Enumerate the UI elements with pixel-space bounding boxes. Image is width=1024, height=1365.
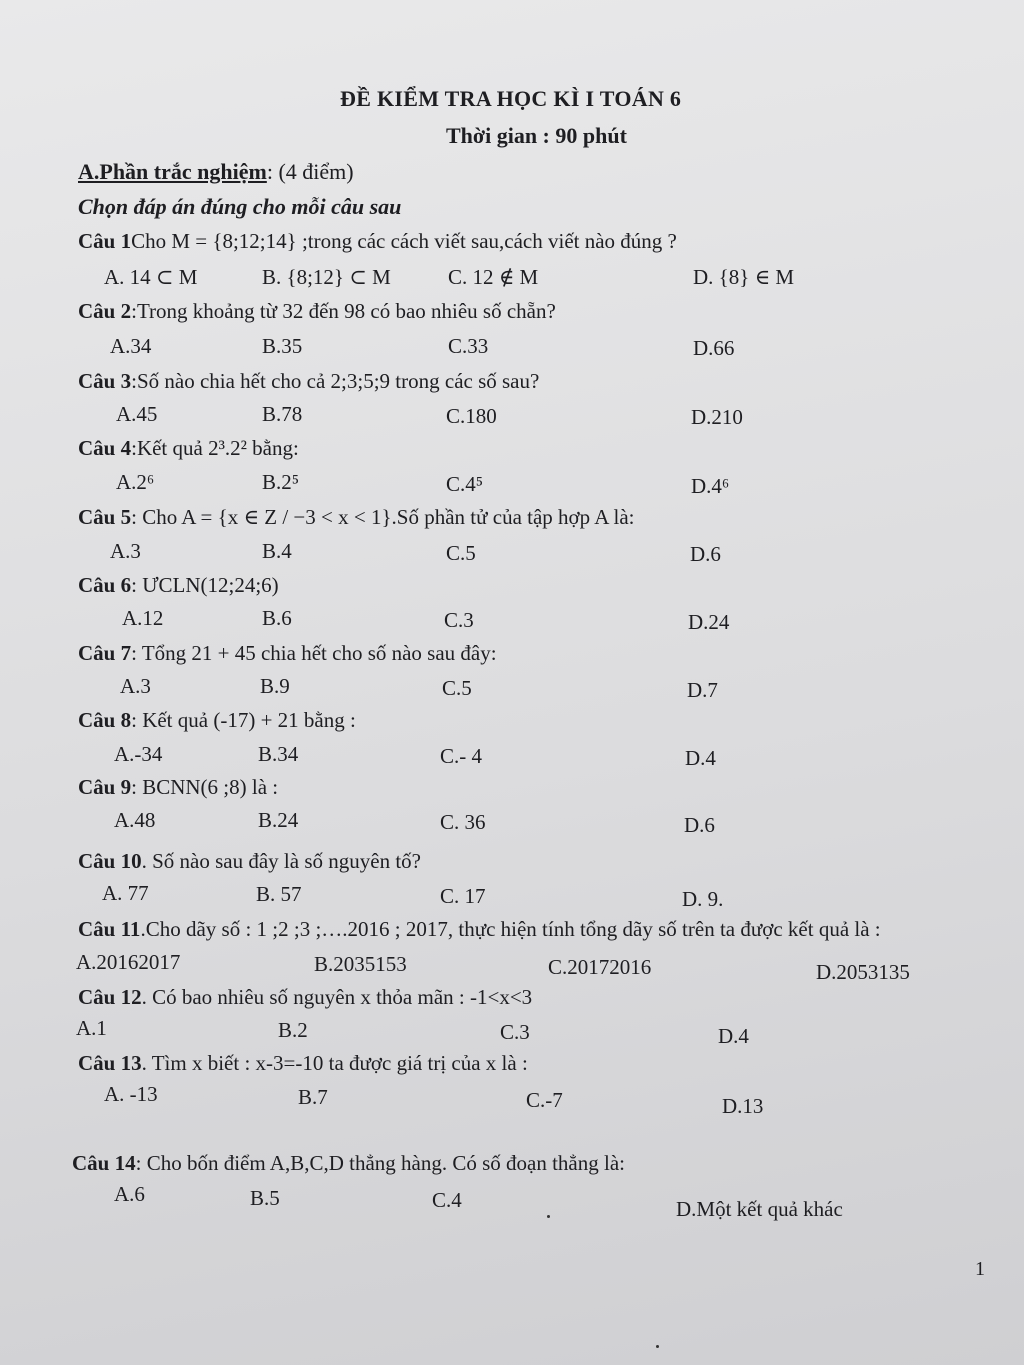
question-number: Câu 11 <box>78 917 141 941</box>
option-7c: C.5 <box>442 676 472 700</box>
option-10b: B. 57 <box>256 882 302 906</box>
exam-duration: Thời gian : 90 phút <box>446 123 627 148</box>
question-3 <box>78 369 539 394</box>
option-14a: A.6 <box>114 1182 145 1206</box>
question-number: Câu 10 <box>78 849 142 873</box>
option-5a: A.3 <box>110 539 141 563</box>
option-5d: D.6 <box>690 542 721 566</box>
option-8d: D.4 <box>685 746 716 770</box>
question-text: : Tổng 21 + 45 chia hết cho số nào sau đây: <box>131 641 497 665</box>
option-6a: A.12 <box>122 606 164 630</box>
section-points: : (4 điểm) <box>266 159 354 184</box>
question-7 <box>78 641 497 666</box>
option-8b: B.34 <box>258 742 299 766</box>
question-text: :Số nào chia hết cho cả 2;3;5;9 trong các số sau? <box>131 369 540 393</box>
question-number: Câu 2 <box>78 299 132 323</box>
question-4 <box>78 436 299 461</box>
section-heading <box>78 159 354 185</box>
question-10 <box>78 849 421 874</box>
option-13d: D.13 <box>722 1094 764 1118</box>
option-12c: C.3 <box>500 1020 530 1044</box>
question-number: Câu 4 <box>78 436 132 460</box>
option-3a: A.45 <box>116 402 158 426</box>
option-2c: C.33 <box>448 334 489 358</box>
option-10d: D. 9. <box>682 887 724 911</box>
option-14d: D.Một kết quả khác <box>676 1197 843 1221</box>
question-number: Câu 1 <box>78 229 132 253</box>
question-13 <box>78 1051 528 1076</box>
option-12b: B.2 <box>278 1018 308 1042</box>
question-8 <box>78 708 356 733</box>
question-text: :Kết quả 2³.2² bằng: <box>131 436 299 460</box>
section-title: A.Phần trắc nghiệm <box>78 159 267 184</box>
option-1b: B. {8;12} ⊂ M <box>262 265 391 289</box>
option-3b: B.78 <box>262 402 303 426</box>
option-1d: D. {8} ∈ M <box>693 265 795 289</box>
question-number: Câu 8 <box>78 708 132 732</box>
option-7b: B.9 <box>260 674 290 698</box>
option-2b: B.35 <box>262 334 303 358</box>
option-11d: D.2053135 <box>816 960 910 984</box>
question-number: Câu 5 <box>78 505 132 529</box>
option-4c: C.4⁵ <box>446 472 484 496</box>
question-14 <box>72 1151 625 1176</box>
option-1a: A. 14 ⊂ M <box>104 265 198 289</box>
question-11 <box>78 917 881 942</box>
question-6 <box>78 573 279 598</box>
speck-mark <box>547 1215 550 1218</box>
question-5 <box>78 505 635 530</box>
option-4d: D.4⁶ <box>691 474 730 498</box>
question-number: Câu 3 <box>78 369 132 393</box>
option-13a: A. -13 <box>104 1082 158 1106</box>
option-2d: D.66 <box>693 336 735 360</box>
option-7d: D.7 <box>687 678 718 702</box>
option-13b: B.7 <box>298 1085 328 1109</box>
option-14c: C.4 <box>432 1188 462 1212</box>
option-9c: C. 36 <box>440 810 486 834</box>
option-8a: A.-34 <box>114 742 163 766</box>
option-6d: D.24 <box>688 610 730 634</box>
instruction-text: Chọn đáp án đúng cho mỗi câu sau <box>78 194 402 219</box>
question-number: Câu 7 <box>78 641 132 665</box>
option-6c: C.3 <box>444 608 474 632</box>
speck-mark <box>656 1345 659 1348</box>
option-12a: A.1 <box>76 1016 107 1040</box>
question-number: Câu 9 <box>78 775 132 799</box>
question-number: Câu 12 <box>78 985 142 1009</box>
option-1c: C. 12 ∉ M <box>448 265 539 289</box>
option-3d: D.210 <box>691 405 743 429</box>
question-text: . Có bao nhiêu số nguyên x thỏa mãn : -1<x<3 <box>141 985 533 1009</box>
option-12d: D.4 <box>718 1024 749 1048</box>
question-1 <box>78 229 677 254</box>
option-6b: B.6 <box>262 606 292 630</box>
option-8c: C.- 4 <box>440 744 482 768</box>
question-9 <box>78 775 278 800</box>
option-10a: A. 77 <box>102 881 149 905</box>
option-13c: C.-7 <box>526 1088 563 1112</box>
question-number: Câu 13 <box>78 1051 142 1075</box>
question-text: : ƯCLN(12;24;6) <box>131 573 279 597</box>
option-14b: B.5 <box>250 1186 280 1210</box>
question-text: : Cho bốn điểm A,B,C,D thẳng hàng. Có số đoạn thẳng là: <box>135 1151 625 1175</box>
option-9b: B.24 <box>258 808 299 832</box>
question-number: Câu 6 <box>78 573 132 597</box>
question-text: :Trong khoảng từ 32 đến 98 có bao nhiêu số chẵn? <box>131 299 556 323</box>
question-text: : BCNN(6 ;8) là : <box>131 775 279 799</box>
question-text: : Cho A = {x ∈ Z / −3 < x < 1}.Số phần tử của tập hợp A là: <box>131 505 635 529</box>
option-7a: A.3 <box>120 674 151 698</box>
question-text: .Cho dãy số : 1 ;2 ;3 ;….2016 ; 2017, thực hiện tính tổng dãy số trên ta được kết quả là : <box>140 917 881 941</box>
option-4a: A.2⁶ <box>116 470 155 494</box>
exam-title: ĐỀ KIỂM TRA HỌC KÌ I TOÁN 6 <box>340 86 682 111</box>
option-5b: B.4 <box>262 539 292 563</box>
option-11a: A.20162017 <box>76 950 181 974</box>
question-text: . Số nào sau đây là số nguyên tố? <box>141 849 421 873</box>
question-text: Cho M = {8;12;14} ;trong các cách viết sau,cách viết nào đúng ? <box>131 229 677 253</box>
option-2a: A.34 <box>110 334 152 358</box>
question-text: : Kết quả (-17) + 21 bằng : <box>131 708 356 732</box>
option-11c: C.20172016 <box>548 955 652 979</box>
question-number: Câu 14 <box>72 1151 136 1175</box>
option-3c: C.180 <box>446 404 497 428</box>
page-number: 1 <box>975 1258 985 1280</box>
option-4b: B.2⁵ <box>262 470 300 494</box>
option-11b: B.2035153 <box>314 952 407 976</box>
question-12 <box>78 985 532 1010</box>
option-10c: C. 17 <box>440 884 486 908</box>
question-text: . Tìm x biết : x-3=-10 ta được giá trị của x là : <box>141 1051 528 1075</box>
option-9d: D.6 <box>684 813 715 837</box>
option-5c: C.5 <box>446 541 476 565</box>
option-9a: A.48 <box>114 808 156 832</box>
question-2 <box>78 299 556 324</box>
